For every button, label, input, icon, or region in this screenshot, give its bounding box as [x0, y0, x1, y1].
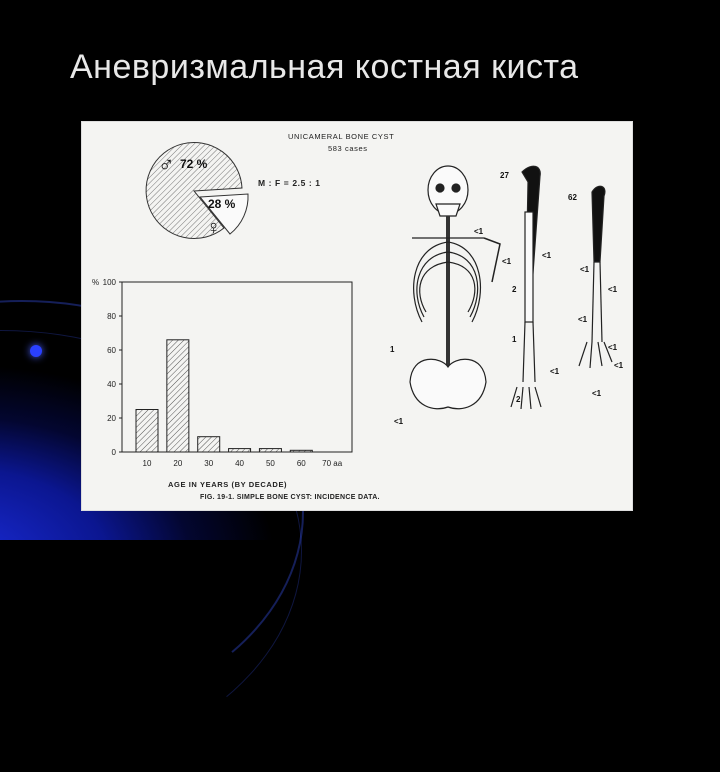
x-tick-label: 40	[235, 459, 245, 468]
male-percent: 72 %	[180, 157, 208, 171]
x-axis-label: AGE IN YEARS (BY DECADE)	[168, 480, 288, 489]
sex-pie-chart	[134, 136, 264, 246]
bar-20	[167, 340, 189, 452]
sex-ratio-text: M : F = 2.5 : 1	[258, 178, 321, 188]
x-tick-label: 50	[265, 459, 275, 468]
age-bar-chart	[84, 270, 384, 490]
slide-title: Аневризмальная костная киста	[70, 48, 579, 86]
skeleton-label: <1	[550, 367, 560, 376]
figure-header: UNICAMERAL BONE CYST	[288, 132, 395, 141]
skeleton-label: <1	[608, 285, 618, 294]
bar-50	[259, 449, 281, 452]
y-tick-label: 20	[107, 414, 116, 423]
skeleton-label: <1	[614, 361, 624, 370]
skeleton-label: <1	[542, 251, 552, 260]
bar-40	[229, 449, 251, 452]
x-tick-label: 60	[296, 459, 306, 468]
bar-10	[136, 410, 158, 453]
skeleton-label: 1	[390, 345, 395, 354]
y-tick-label: 40	[107, 380, 116, 389]
skeleton-label: 2	[516, 395, 521, 404]
skeleton-label: <1	[502, 257, 512, 266]
x-tick-label: 20	[173, 459, 183, 468]
y-tick-label: 80	[107, 312, 116, 321]
decorative-dot	[30, 345, 42, 357]
skeleton-label: 62	[568, 193, 577, 202]
skeleton-label: 27	[500, 171, 509, 180]
male-symbol: ♂	[158, 152, 175, 177]
y-unit-label: %	[92, 278, 100, 287]
female-percent: 28 %	[208, 197, 236, 211]
skeleton-label: 2	[512, 285, 517, 294]
x-tick-label: 30	[204, 459, 214, 468]
skeleton-label: <1	[394, 417, 404, 426]
y-tick-label: 60	[107, 346, 116, 355]
skeleton-label: <1	[608, 343, 618, 352]
skeleton-illustration	[382, 152, 632, 452]
skeleton-label: 1	[512, 335, 517, 344]
pelvis	[410, 359, 486, 408]
skeleton-label: <1	[580, 265, 590, 274]
scanned-figure	[82, 122, 632, 510]
x-tick-label: 70 aa	[322, 459, 343, 468]
skeleton-label: <1	[592, 389, 602, 398]
y-tick-label: 0	[111, 448, 116, 457]
figure-subheader: 583 cases	[328, 144, 368, 153]
female-symbol: ♀	[206, 217, 221, 239]
skeleton-label: <1	[578, 315, 588, 324]
skeleton-label: <1	[474, 227, 484, 236]
bar-30	[198, 437, 220, 452]
y-tick-label: 100	[102, 278, 116, 287]
figure-caption: FIG. 19-1. SIMPLE BONE CYST: INCIDENCE DATA.	[200, 494, 380, 501]
x-tick-label: 10	[142, 459, 152, 468]
